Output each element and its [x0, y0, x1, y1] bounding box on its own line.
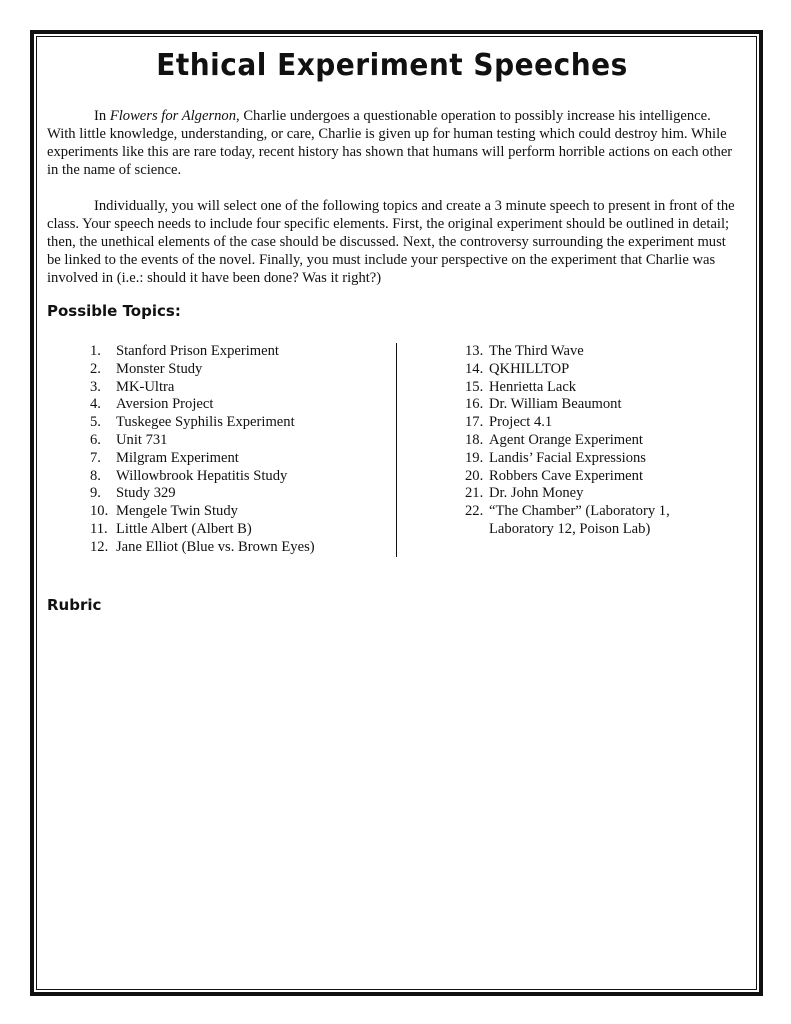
topic-number: 16.	[465, 396, 484, 413]
topic-text: Henrietta Lack	[489, 378, 577, 395]
document-body	[47, 40, 737, 614]
topic-text: QKHILLTOP	[489, 360, 570, 377]
topic-text: Milgram Experiment	[116, 449, 239, 466]
topic-number: 15.	[465, 378, 484, 395]
topic-number: 2.	[90, 360, 101, 377]
topic-text: Little Albert (Albert B)	[116, 520, 252, 537]
topic-item	[465, 450, 735, 468]
topic-number: 10.	[90, 503, 109, 520]
topic-text: Project 4.1	[489, 414, 553, 431]
intro-prefix: In	[94, 108, 110, 124]
topic-text: The Third Wave	[489, 343, 584, 359]
topic-item	[90, 361, 390, 379]
topic-number: 1.	[90, 343, 101, 359]
topic-item	[465, 379, 735, 397]
topic-item	[90, 414, 390, 432]
topic-item	[465, 432, 735, 450]
intro-text: , Charlie undergoes a questionable operation to possibly increase his intelligence. With little knowledge, understanding, or care, Charlie is given up for human testing which could destroy him. While experiments like this are rare today, recent history has shown that humans will perform horrible actions on each other in the name of science.	[47, 108, 733, 178]
topic-number: 5.	[90, 414, 101, 431]
topic-item	[90, 379, 390, 397]
topic-text: Agent Orange Experiment	[489, 431, 643, 448]
topic-number: 22.	[465, 503, 484, 520]
page-title: Ethical Experiment Speeches	[156, 46, 628, 83]
topic-text: Mengele Twin Study	[116, 503, 238, 520]
topic-text: Dr. John Money	[489, 485, 584, 502]
topic-number: 18.	[465, 431, 484, 448]
topic-number: 7.	[90, 449, 101, 466]
topic-item	[90, 521, 390, 539]
topic-text: “The Chamber” (Laboratory 1,	[489, 503, 670, 520]
topic-number: 12.	[90, 538, 109, 555]
topic-item	[465, 343, 735, 361]
topic-text: Robbers Cave Experiment	[489, 467, 644, 484]
rubric-heading: Rubric	[47, 596, 102, 614]
topic-number: 13.	[465, 343, 484, 359]
topic-item	[465, 468, 735, 486]
topic-text: Aversion Project	[116, 396, 214, 413]
topics-heading: Possible Topics:	[47, 302, 181, 320]
topic-item	[90, 432, 390, 450]
topic-item	[465, 414, 735, 432]
topic-number: 14.	[465, 360, 484, 377]
topic-number: 8.	[90, 467, 101, 484]
topic-text: MK-Ultra	[116, 378, 175, 395]
topic-text: Monster Study	[116, 360, 203, 377]
topics-left-column	[90, 343, 390, 557]
topic-item	[90, 485, 390, 503]
topic-item	[465, 396, 735, 414]
topic-text: Tuskegee Syphilis Experiment	[116, 414, 295, 431]
topic-number: 21.	[465, 485, 484, 502]
topic-item	[90, 539, 390, 557]
topic-text: Landis’ Facial Expressions	[489, 449, 646, 466]
topic-number: 6.	[90, 431, 101, 448]
topic-number: 17.	[465, 414, 484, 431]
topic-item	[90, 396, 390, 414]
topic-item	[90, 343, 390, 361]
intro-paragraph	[47, 107, 737, 179]
topics-right-column	[465, 343, 735, 539]
book-title: Flowers for Algernon	[109, 108, 237, 124]
topic-text: Stanford Prison Experiment	[116, 343, 279, 359]
column-divider	[396, 343, 397, 557]
topic-number: 4.	[90, 396, 101, 413]
instructions-paragraph: Individually, you will select one of the following topics and create a 3 minute speech to present in front of the class. Your speech needs to include four specific elements. First, the original experiment should be outlined in detail; then, the unethical elements of the case should be discussed. Next, the controversy surrounding the experiment must be linked to the events of the novel. Finally, you must include your perspective on the experiment that Charlie was involved in (i.e.: should it have been done? Was it right?)	[47, 198, 735, 286]
topic-item	[90, 468, 390, 486]
topic-number: 9.	[90, 485, 101, 502]
topic-item	[465, 485, 735, 503]
topic-number: 11.	[90, 520, 108, 537]
topic-number: 19.	[465, 449, 484, 466]
topic-item	[465, 361, 735, 379]
topic-item	[465, 503, 735, 521]
topic-text: Dr. William Beaumont	[489, 396, 622, 413]
topic-item	[90, 450, 390, 468]
topic-text: Unit 731	[116, 431, 168, 448]
topic-text: Jane Elliot (Blue vs. Brown Eyes)	[116, 538, 315, 555]
topic-item-continuation: Laboratory 12, Poison Lab)	[489, 520, 651, 537]
topic-number: 20.	[465, 467, 484, 484]
topic-text: Study 329	[116, 485, 176, 502]
topic-number: 3.	[90, 378, 101, 395]
topic-item	[90, 503, 390, 521]
topic-text: Willowbrook Hepatitis Study	[116, 467, 288, 484]
